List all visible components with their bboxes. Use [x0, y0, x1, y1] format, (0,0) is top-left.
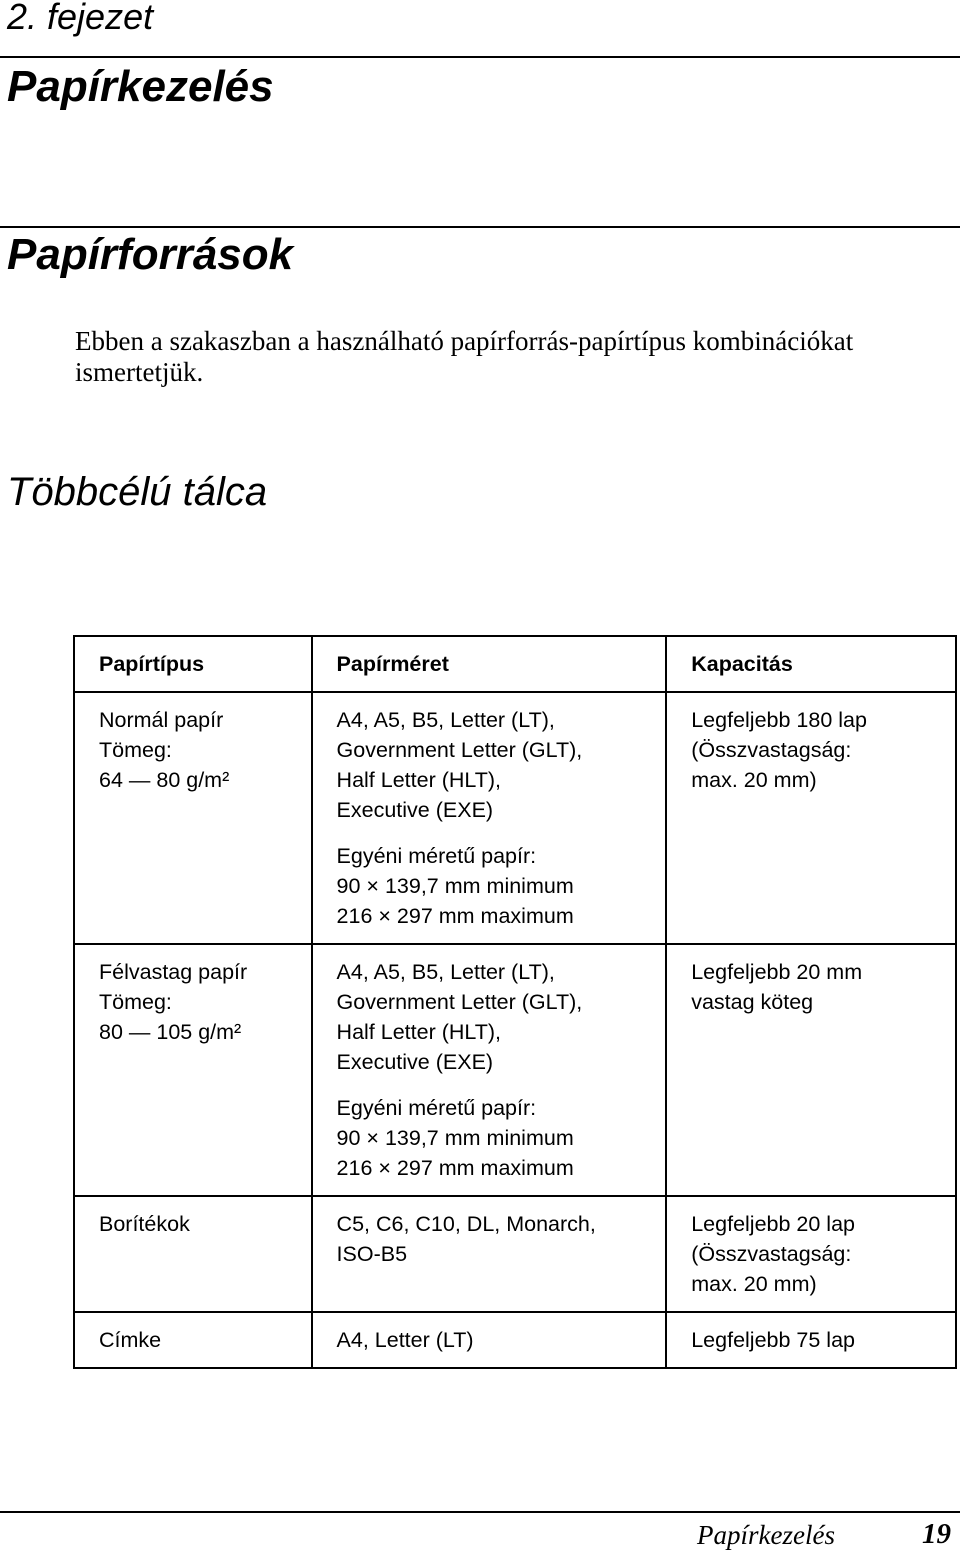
header-paper-size: Papírméret: [312, 636, 667, 692]
cell-paper-size: [312, 1196, 667, 1312]
cell-line: Government Letter (GLT),: [336, 990, 583, 1014]
subsection-title: Többcélú tálca: [7, 470, 268, 514]
cell-capacity: [666, 1196, 956, 1312]
cell-line: A4, A5, B5, Letter (LT),: [336, 960, 555, 984]
cell-line: Half Letter (HLT),: [336, 1020, 502, 1044]
cell-line: Legfeljebb 75 lap: [691, 1328, 855, 1352]
cell-line: Half Letter (HLT),: [336, 768, 502, 792]
cell-capacity: [666, 692, 956, 944]
cell-line: max. 20 mm): [691, 1272, 817, 1296]
cell-line: Tömeg:: [99, 738, 172, 762]
cell-line: (Összvastagság:: [691, 1242, 852, 1266]
chapter-label: 2. fejezet: [7, 0, 154, 37]
cell-line: Legfeljebb 20 mm: [691, 960, 863, 984]
cell-line: Borítékok: [99, 1212, 190, 1236]
section-title: Papírforrások: [7, 230, 294, 279]
cell-paper-type: [74, 1312, 312, 1368]
page-title: Papírkezelés: [7, 62, 274, 111]
table-row: [74, 1312, 956, 1368]
chapter-rule: [0, 56, 960, 58]
table-row: [74, 944, 956, 1196]
cell-line: Normál papír: [99, 708, 224, 732]
cell-line: Legfeljebb 180 lap: [691, 708, 867, 732]
cell-line: Tömeg:: [99, 990, 172, 1014]
cell-paper-size: [312, 944, 667, 1196]
footer-title: Papírkezelés: [697, 1520, 835, 1550]
cell-line: Government Letter (GLT),: [336, 738, 583, 762]
table-row: [74, 692, 956, 944]
cell-paper-type: [74, 944, 312, 1196]
cell-line: A4, Letter (LT): [336, 1328, 474, 1352]
header-capacity: Kapacitás: [666, 636, 956, 692]
intro-paragraph: Ebben a szakaszban a használható papírforrás-papírtípus kombinációkat ismertetjük.: [75, 326, 854, 387]
cell-paper-size: [312, 692, 667, 944]
section-rule: [0, 226, 960, 228]
cell-line: 80 — 105 g/m²: [99, 1020, 242, 1044]
cell-line: Executive (EXE): [336, 1050, 494, 1074]
table-row: [74, 1196, 956, 1312]
cell-line: 90 × 139,7 mm minimum: [336, 874, 574, 898]
cell-paper-size: [312, 1312, 667, 1368]
table-header-row: [74, 636, 956, 692]
footer-rule: [0, 1511, 960, 1513]
cell-line: C5, C6, C10, DL, Monarch,: [336, 1212, 596, 1236]
page-number: 19: [922, 1518, 951, 1550]
cell-line: 216 × 297 mm maximum: [336, 904, 574, 928]
cell-capacity: [666, 944, 956, 1196]
header-paper-type: Papírtípus: [74, 636, 312, 692]
cell-line: Legfeljebb 20 lap: [691, 1212, 855, 1236]
cell-capacity: [666, 1312, 956, 1368]
cell-line: ISO-B5: [336, 1242, 408, 1266]
cell-line: vastag köteg: [691, 990, 814, 1014]
cell-line: Egyéni méretű papír:: [336, 1096, 537, 1120]
cell-line: max. 20 mm): [691, 768, 817, 792]
cell-line: Egyéni méretű papír:: [336, 844, 537, 868]
cell-line: 216 × 297 mm maximum: [336, 1156, 574, 1180]
cell-line: 90 × 139,7 mm minimum: [336, 1126, 574, 1150]
paper-table: [73, 635, 957, 1369]
cell-line: A4, A5, B5, Letter (LT),: [336, 708, 555, 732]
cell-paper-type: [74, 692, 312, 944]
cell-line: Címke: [99, 1328, 162, 1352]
cell-line: 64 — 80 g/m²: [99, 768, 230, 792]
cell-paper-type: [74, 1196, 312, 1312]
cell-line: Félvastag papír: [99, 960, 248, 984]
cell-line: (Összvastagság:: [691, 738, 852, 762]
cell-line: Executive (EXE): [336, 798, 494, 822]
